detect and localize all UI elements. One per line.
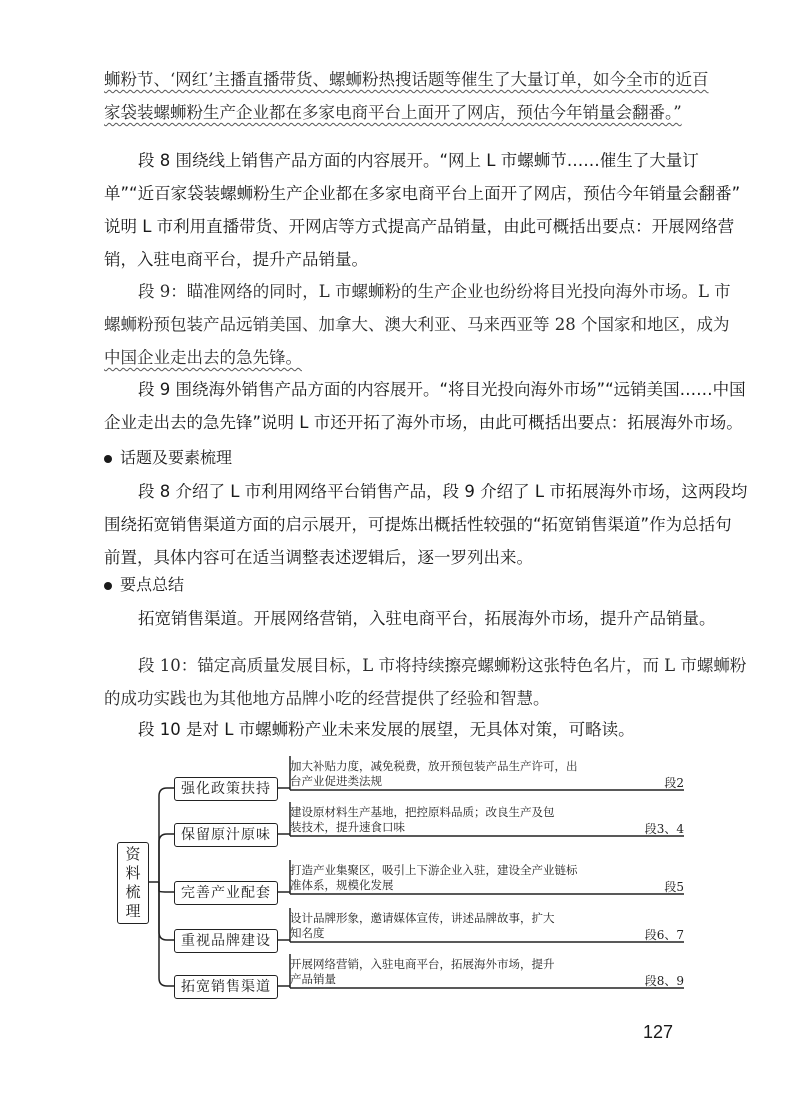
root-char: 料 xyxy=(125,864,141,882)
branch-detail xyxy=(290,957,620,987)
detail-line: 开展网络营销，入驻电商平台，拓展海外市场，提升 xyxy=(290,957,555,971)
branch-sales-channels: 拓宽销售渠道 xyxy=(174,975,278,999)
text-line: 企业走出去的急先锋”说明 L 市还开拓了海外市场，由此可概括出要点：拓展海外市场。 xyxy=(104,413,743,432)
branch-detail xyxy=(290,805,620,835)
branch-industry-support: 完善产业配套 xyxy=(174,881,278,905)
page-number: 127 xyxy=(643,1022,674,1042)
topic-paragraph xyxy=(104,475,748,574)
summary-heading-text: 要点总结 xyxy=(120,575,185,594)
text-line: 单”“近百家袋装螺蛳粉生产企业都在多家电商平台上面开了网店，预估今年销量会翻番” xyxy=(104,184,741,203)
text-line: 螺蛳粉预包装产品远销美国、加拿大、澳大利亚、马来西亚等 28 个国家和地区，成为 xyxy=(104,315,730,334)
bullet-icon xyxy=(104,455,112,463)
text-line: 说明 L 市利用直播带货、开网店等方式提高产品销量，由此可概括出要点：开展网络营 xyxy=(104,217,735,236)
section8-analysis-paragraph xyxy=(104,144,741,276)
text-line: 前置，具体内容可在适当调整表述逻辑后，逐一罗列出来。 xyxy=(104,548,533,567)
branch-policy-support: 强化政策扶持 xyxy=(174,777,278,801)
root-char: 理 xyxy=(125,902,141,920)
text-line: 段 8 介绍了 L 市利用网络平台销售产品，段 9 介绍了 L 市拓展海外市场，这两段均 xyxy=(138,482,748,501)
branch-original-flavor: 保留原汁原味 xyxy=(174,823,278,847)
detail-line: 设计品牌形象，邀请媒体宣传，讲述品牌故事，扩大 xyxy=(290,911,555,925)
text-line: 中国企业走出去的急先锋。 xyxy=(104,348,302,367)
topic-heading-text: 话题及要素梳理 xyxy=(120,448,233,467)
text-line: 的成功实践也为其他地方品牌小吃的经营提供了经验和智慧。 xyxy=(104,689,550,708)
text-line: 段 9：瞄准网络的同时，L 市螺蛳粉的生产企业也纷纷将目光投向海外市场。L 市 xyxy=(138,282,731,301)
detail-line: 准体系，规模化发展 xyxy=(290,878,394,892)
text-line: 段 10 是对 L 市螺蛳粉产业未来发展的展望，无具体对策，可略读。 xyxy=(138,720,635,739)
topic-heading xyxy=(104,444,232,472)
text-line: 段 8 围绕线上销售产品方面的内容展开。“网上 L 市螺蛳节……催生了大量订 xyxy=(138,151,699,170)
bullet-icon xyxy=(104,582,112,590)
section10-quote-paragraph xyxy=(104,649,747,715)
text-line: 围绕拓宽销售渠道方面的启示展开，可提炼出概括性较强的“拓宽销售渠道”作为总括句 xyxy=(104,515,732,534)
section9-quote-paragraph xyxy=(104,275,731,374)
branch-reference: 段8、9 xyxy=(644,974,684,988)
branch-detail xyxy=(290,863,620,893)
branch-reference: 段5 xyxy=(664,880,684,894)
branch-detail xyxy=(290,911,620,941)
text-line: 销，入驻电商平台，提升产品销量。 xyxy=(104,250,368,269)
text-line: 家袋装螺蛳粉生产企业都在多家电商平台上面开了网店，预估今年销量会翻番。” xyxy=(104,103,682,122)
detail-line: 建设原材料生产基地，把控原料品质；改良生产及包 xyxy=(290,805,555,819)
detail-line: 装技术，提升速食口味 xyxy=(290,820,405,834)
text-line: 蛳粉节、‘网红’主播直播带货、螺蛳粉热搜话题等催生了大量订单，如今全市的近百 xyxy=(104,70,709,89)
detail-line: 知名度 xyxy=(290,926,325,940)
root-char: 梳 xyxy=(125,883,141,901)
detail-line: 打造产业集聚区，吸引上下游企业入驻，建设全产业链标 xyxy=(290,863,578,877)
branch-reference: 段3、4 xyxy=(644,822,684,836)
summary-paragraph xyxy=(104,602,716,635)
branch-brand-building: 重视品牌建设 xyxy=(174,929,278,953)
text-line: 段 9 围绕海外销售产品方面的内容展开。“将目光投向海外市场”“远销美国……中国 xyxy=(138,380,746,399)
detail-line: 产品销量 xyxy=(290,972,336,986)
section10-analysis-paragraph xyxy=(104,713,694,746)
text-line: 拓宽销售渠道。开展网络营销，入驻电商平台，拓展海外市场，提升产品销量。 xyxy=(138,609,716,628)
root-char: 资 xyxy=(125,845,141,863)
detail-line: 加大补贴力度，减免税费，放开预包装产品生产许可，出 xyxy=(290,759,578,773)
detail-line: 台产业促进类法规 xyxy=(290,774,382,788)
intro-quote-paragraph xyxy=(104,63,709,129)
text-line: 段 10：锚定高质量发展目标，L 市将持续擦亮螺蛳粉这张特色名片，而 L 市螺蛳粉 xyxy=(138,656,747,675)
material-mindmap xyxy=(104,756,694,1006)
mindmap-root xyxy=(117,842,149,924)
branch-detail xyxy=(290,759,620,789)
summary-heading xyxy=(104,571,184,599)
branch-reference: 段2 xyxy=(664,776,684,790)
section9-analysis-paragraph xyxy=(104,373,746,439)
branch-reference: 段6、7 xyxy=(644,928,684,942)
